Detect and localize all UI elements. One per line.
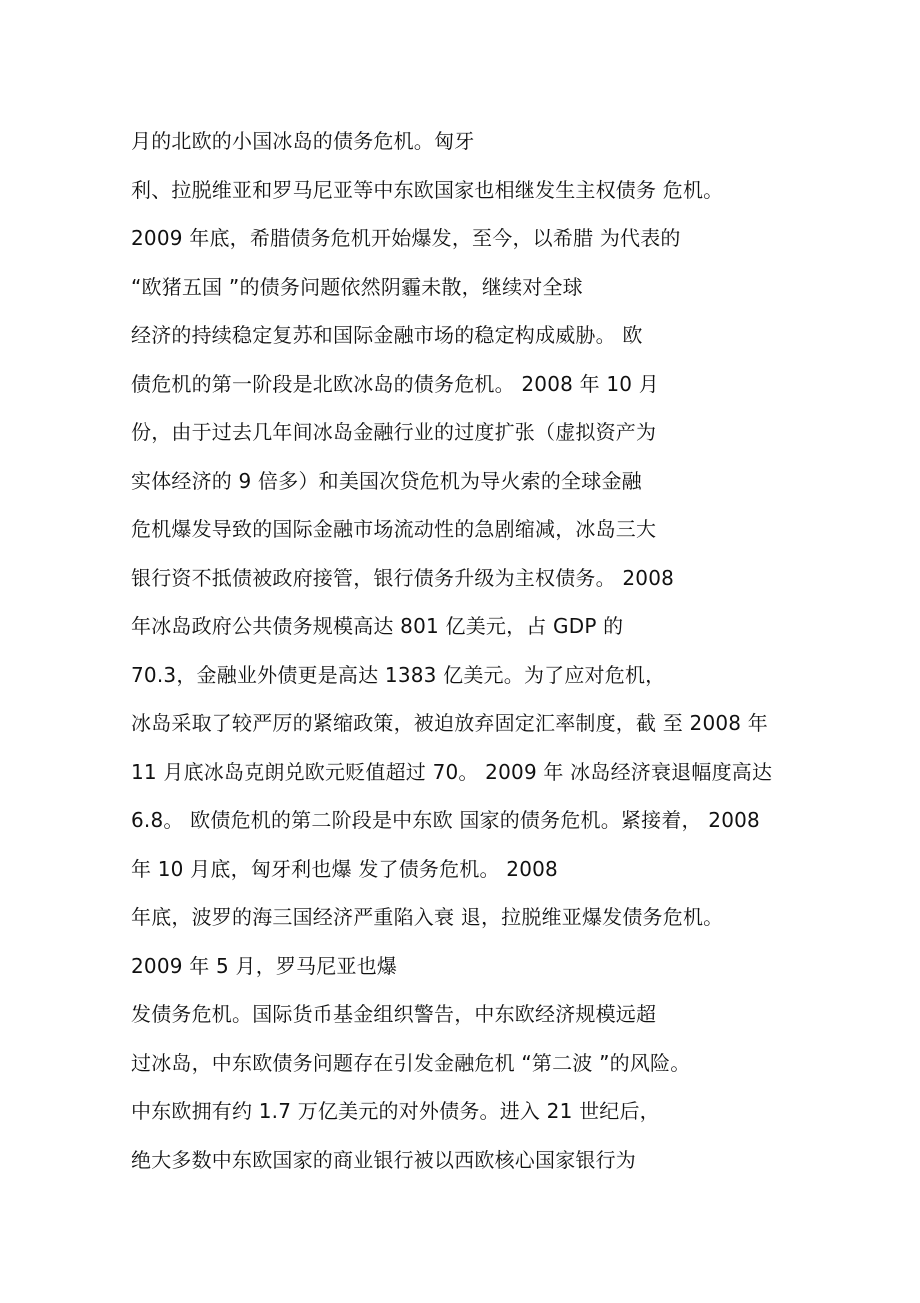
text-line-14: 11 月底冰岛克朗兑欧元贬值超过 70。 2009 年 冰岛经济衰退幅度高达 [131, 760, 773, 784]
text-line-15: 6.8。 欧债危机的第二阶段是中东欧 国家的债务危机。紧接着， 2008 [131, 808, 760, 832]
text-line-9: 危机爆发导致的国际金融市场流动性的急剧缩减，冰岛三大 [131, 517, 657, 541]
text-line-19: 发债务危机。国际货币基金组织警告，中东欧经济规模远超 [131, 1002, 657, 1026]
text-line-12: 70.3，金融业外债更是高达 1383 亿美元。为了应对危机， [131, 663, 666, 687]
text-line-11: 年冰岛政府公共债务规模高达 801 亿美元，占 GDP 的 [131, 614, 624, 638]
text-line-7: 份，由于过去几年间冰岛金融行业的过度扩张（虚拟资产为 [131, 420, 657, 444]
text-line-16: 年 10 月底，匈牙利也爆 发了债务危机。 2008 [131, 857, 558, 881]
text-line-5: 经济的持续稳定复苏和国际金融市场的稳定构成威胁。 欧 [131, 323, 643, 347]
text-line-21: 中东欧拥有约 1.7 万亿美元的对外债务。进入 21 世纪后， [131, 1099, 660, 1123]
text-line-3: 2009 年底，希腊债务危机开始爆发，至今，以希腊 为代表的 [131, 226, 681, 250]
text-line-17: 年底，波罗的海三国经济严重陷入衰 退，拉脱维亚爆发债务危机。 [131, 905, 724, 929]
text-line-4: “欧猪五国 ”的债务问题依然阴霾未散，继续对全球 [131, 275, 583, 299]
text-line-10: 银行资不抵债被政府接管，银行债务升级为主权债务。 2008 [131, 566, 675, 590]
text-line-6: 债危机的第一阶段是北欧冰岛的债务危机。 2008 年 10 月 [131, 372, 659, 396]
text-line-8: 实体经济的 9 倍多）和美国次贷危机为导火索的全球金融 [131, 469, 642, 493]
text-line-22: 绝大多数中东欧国家的商业银行被以西欧核心国家银行为 [131, 1148, 636, 1172]
text-line-13: 冰岛采取了较严厉的紧缩政策，被迫放弃固定汇率制度，截 至 2008 年 [131, 711, 768, 735]
text-line-18: 2009 年 5 月，罗马尼亚也爆 [131, 954, 398, 978]
text-line-20: 过冰岛，中东欧债务问题存在引发金融危机 “第二波 ”的风险。 [131, 1051, 691, 1075]
text-line-2: 利、拉脱维亚和罗马尼亚等中东欧国家也相继发生主权债务 危机。 [131, 178, 724, 202]
text-line-1: 月的北欧的小国冰岛的债务危机。匈牙 [131, 129, 475, 153]
